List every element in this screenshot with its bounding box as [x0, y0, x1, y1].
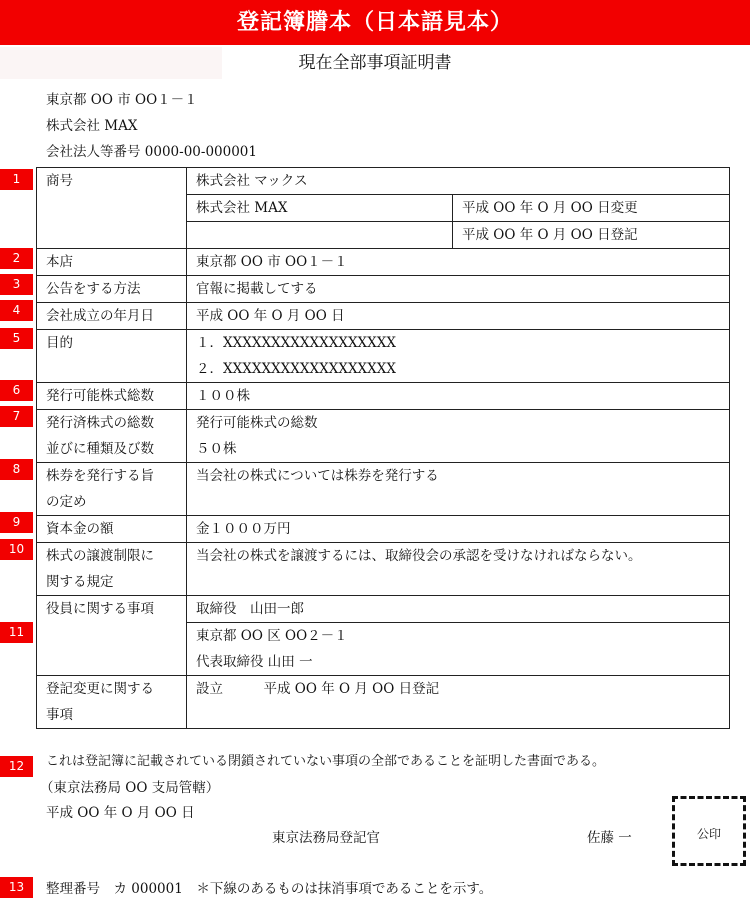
- table-row-officers: [37, 596, 730, 623]
- label-transfer-restriction-line-1: 株式の譲渡制限に: [46, 548, 154, 564]
- representative-address: 東京都 OO 区 OO２－１: [196, 628, 348, 644]
- badge-9: 9: [0, 512, 33, 533]
- badge-11: 11: [0, 622, 33, 643]
- purpose-line-2: ２．XXXXXXXXXXXXXXXXXX: [196, 361, 396, 377]
- label-registration-change-line-1: 登記変更に関する: [46, 681, 154, 697]
- table-row-public-notice: [37, 276, 730, 303]
- table-row-head-office: [37, 249, 730, 276]
- label-share-certificates-line-1: 株券を発行する旨: [46, 468, 154, 484]
- registry-table: [36, 167, 730, 729]
- badge-1: 1: [0, 169, 33, 190]
- badge-8: 8: [0, 459, 33, 480]
- official-seal: 公印: [672, 796, 746, 866]
- value-issued-shares-line-2: ５０株: [196, 441, 237, 457]
- value-establishment: 平成 OO 年 O 月 OO 日: [187, 303, 730, 330]
- label-trade-name: 商号: [37, 168, 187, 249]
- reference-number: 整理番号 カ 000001 ＊下線のあるものは抹消事項であることを示す。: [46, 881, 493, 897]
- label-officers: 役員に関する事項: [37, 596, 187, 676]
- corporate-number: 会社法人等番号 0000-00-000001: [46, 144, 257, 160]
- value-registration-change: 設立 平成 OO 年 O 月 OO 日登記: [187, 676, 730, 729]
- badge-5: 5: [0, 328, 33, 349]
- note-trade-name-registered: 平成 OO 年 O 月 OO 日登記: [453, 222, 730, 249]
- badge-6: 6: [0, 380, 33, 401]
- label-transfer-restriction: [37, 543, 187, 596]
- table-row-registration-change: [37, 676, 730, 729]
- value-trade-name: 株式会社 マックス: [187, 168, 730, 195]
- label-public-notice: 公告をする方法: [37, 276, 187, 303]
- badge-2: 2: [0, 248, 33, 269]
- table-row-transfer-restriction: [37, 543, 730, 596]
- registrar-name: 佐藤 一: [587, 830, 632, 846]
- purpose-line-1: １．XXXXXXXXXXXXXXXXXX: [196, 335, 396, 351]
- value-trade-name-old: 株式会社 MAX: [187, 195, 453, 222]
- value-officers-representative: [187, 623, 730, 676]
- value-empty: [187, 222, 453, 249]
- value-capital: 金１０００万円: [187, 516, 730, 543]
- badge-7: 7: [0, 406, 33, 427]
- label-issued-shares-line-1: 発行済株式の総数: [46, 415, 154, 431]
- value-transfer-restriction: 当会社の株式を譲渡するには、取締役会の承認を受けなければならない。: [187, 543, 730, 596]
- table-row-establishment: [37, 303, 730, 330]
- company-address: 東京都 OO 市 OO１－１: [46, 92, 198, 108]
- certification-statement: これは登記簿に記載されている閉鎖されていない事項の全部であることを証明した書面である。: [46, 754, 606, 769]
- jurisdiction: （東京法務局 OO 支局管轄）: [40, 780, 220, 796]
- table-row-trade-name: [37, 168, 730, 195]
- document-title: 現在全部事項証明書: [298, 53, 452, 73]
- table-row-capital: [37, 516, 730, 543]
- value-issued-shares: [187, 410, 730, 463]
- company-name: 株式会社 MAX: [46, 118, 138, 134]
- value-share-certificates: 当会社の株式については株券を発行する: [187, 463, 730, 516]
- label-authorized-shares: 発行可能株式総数: [37, 383, 187, 410]
- value-public-notice: 官報に掲載してする: [187, 276, 730, 303]
- label-share-certificates: [37, 463, 187, 516]
- badge-10: 10: [0, 539, 33, 560]
- registry-office: 東京法務局登記官: [272, 830, 380, 846]
- label-transfer-restriction-line-2: 関する規定: [46, 574, 114, 590]
- badge-3: 3: [0, 274, 33, 295]
- badge-12: 12: [0, 756, 33, 777]
- value-issued-shares-line-1: 発行可能株式の総数: [196, 415, 318, 431]
- table-row-issued-shares: [37, 410, 730, 463]
- table-row-purpose: [37, 330, 730, 383]
- label-share-certificates-line-2: の定め: [46, 494, 87, 510]
- value-purpose: [187, 330, 730, 383]
- label-issued-shares-line-2: 並びに種類及び数: [46, 441, 154, 457]
- value-authorized-shares: １００株: [187, 383, 730, 410]
- label-capital: 資本金の額: [37, 516, 187, 543]
- label-registration-change-line-2: 事項: [46, 707, 73, 723]
- representative-name: 代表取締役 山田 一: [196, 654, 313, 670]
- value-head-office: 東京都 OO 市 OO１－１: [187, 249, 730, 276]
- table-row-share-certificates: [37, 463, 730, 516]
- badge-13: 13: [0, 877, 33, 898]
- label-issued-shares: [37, 410, 187, 463]
- certification-date: 平成 OO 年 O 月 OO 日: [46, 805, 195, 821]
- label-head-office: 本店: [37, 249, 187, 276]
- table-row-authorized-shares: [37, 383, 730, 410]
- label-establishment: 会社成立の年月日: [37, 303, 187, 330]
- label-purpose: 目的: [37, 330, 187, 383]
- value-officers-director: 取締役 山田一郎: [187, 596, 730, 623]
- badge-4: 4: [0, 300, 33, 321]
- title-banner: 登記簿謄本（日本語見本）: [0, 0, 750, 45]
- label-registration-change: [37, 676, 187, 729]
- note-trade-name-changed: 平成 OO 年 O 月 OO 日変更: [453, 195, 730, 222]
